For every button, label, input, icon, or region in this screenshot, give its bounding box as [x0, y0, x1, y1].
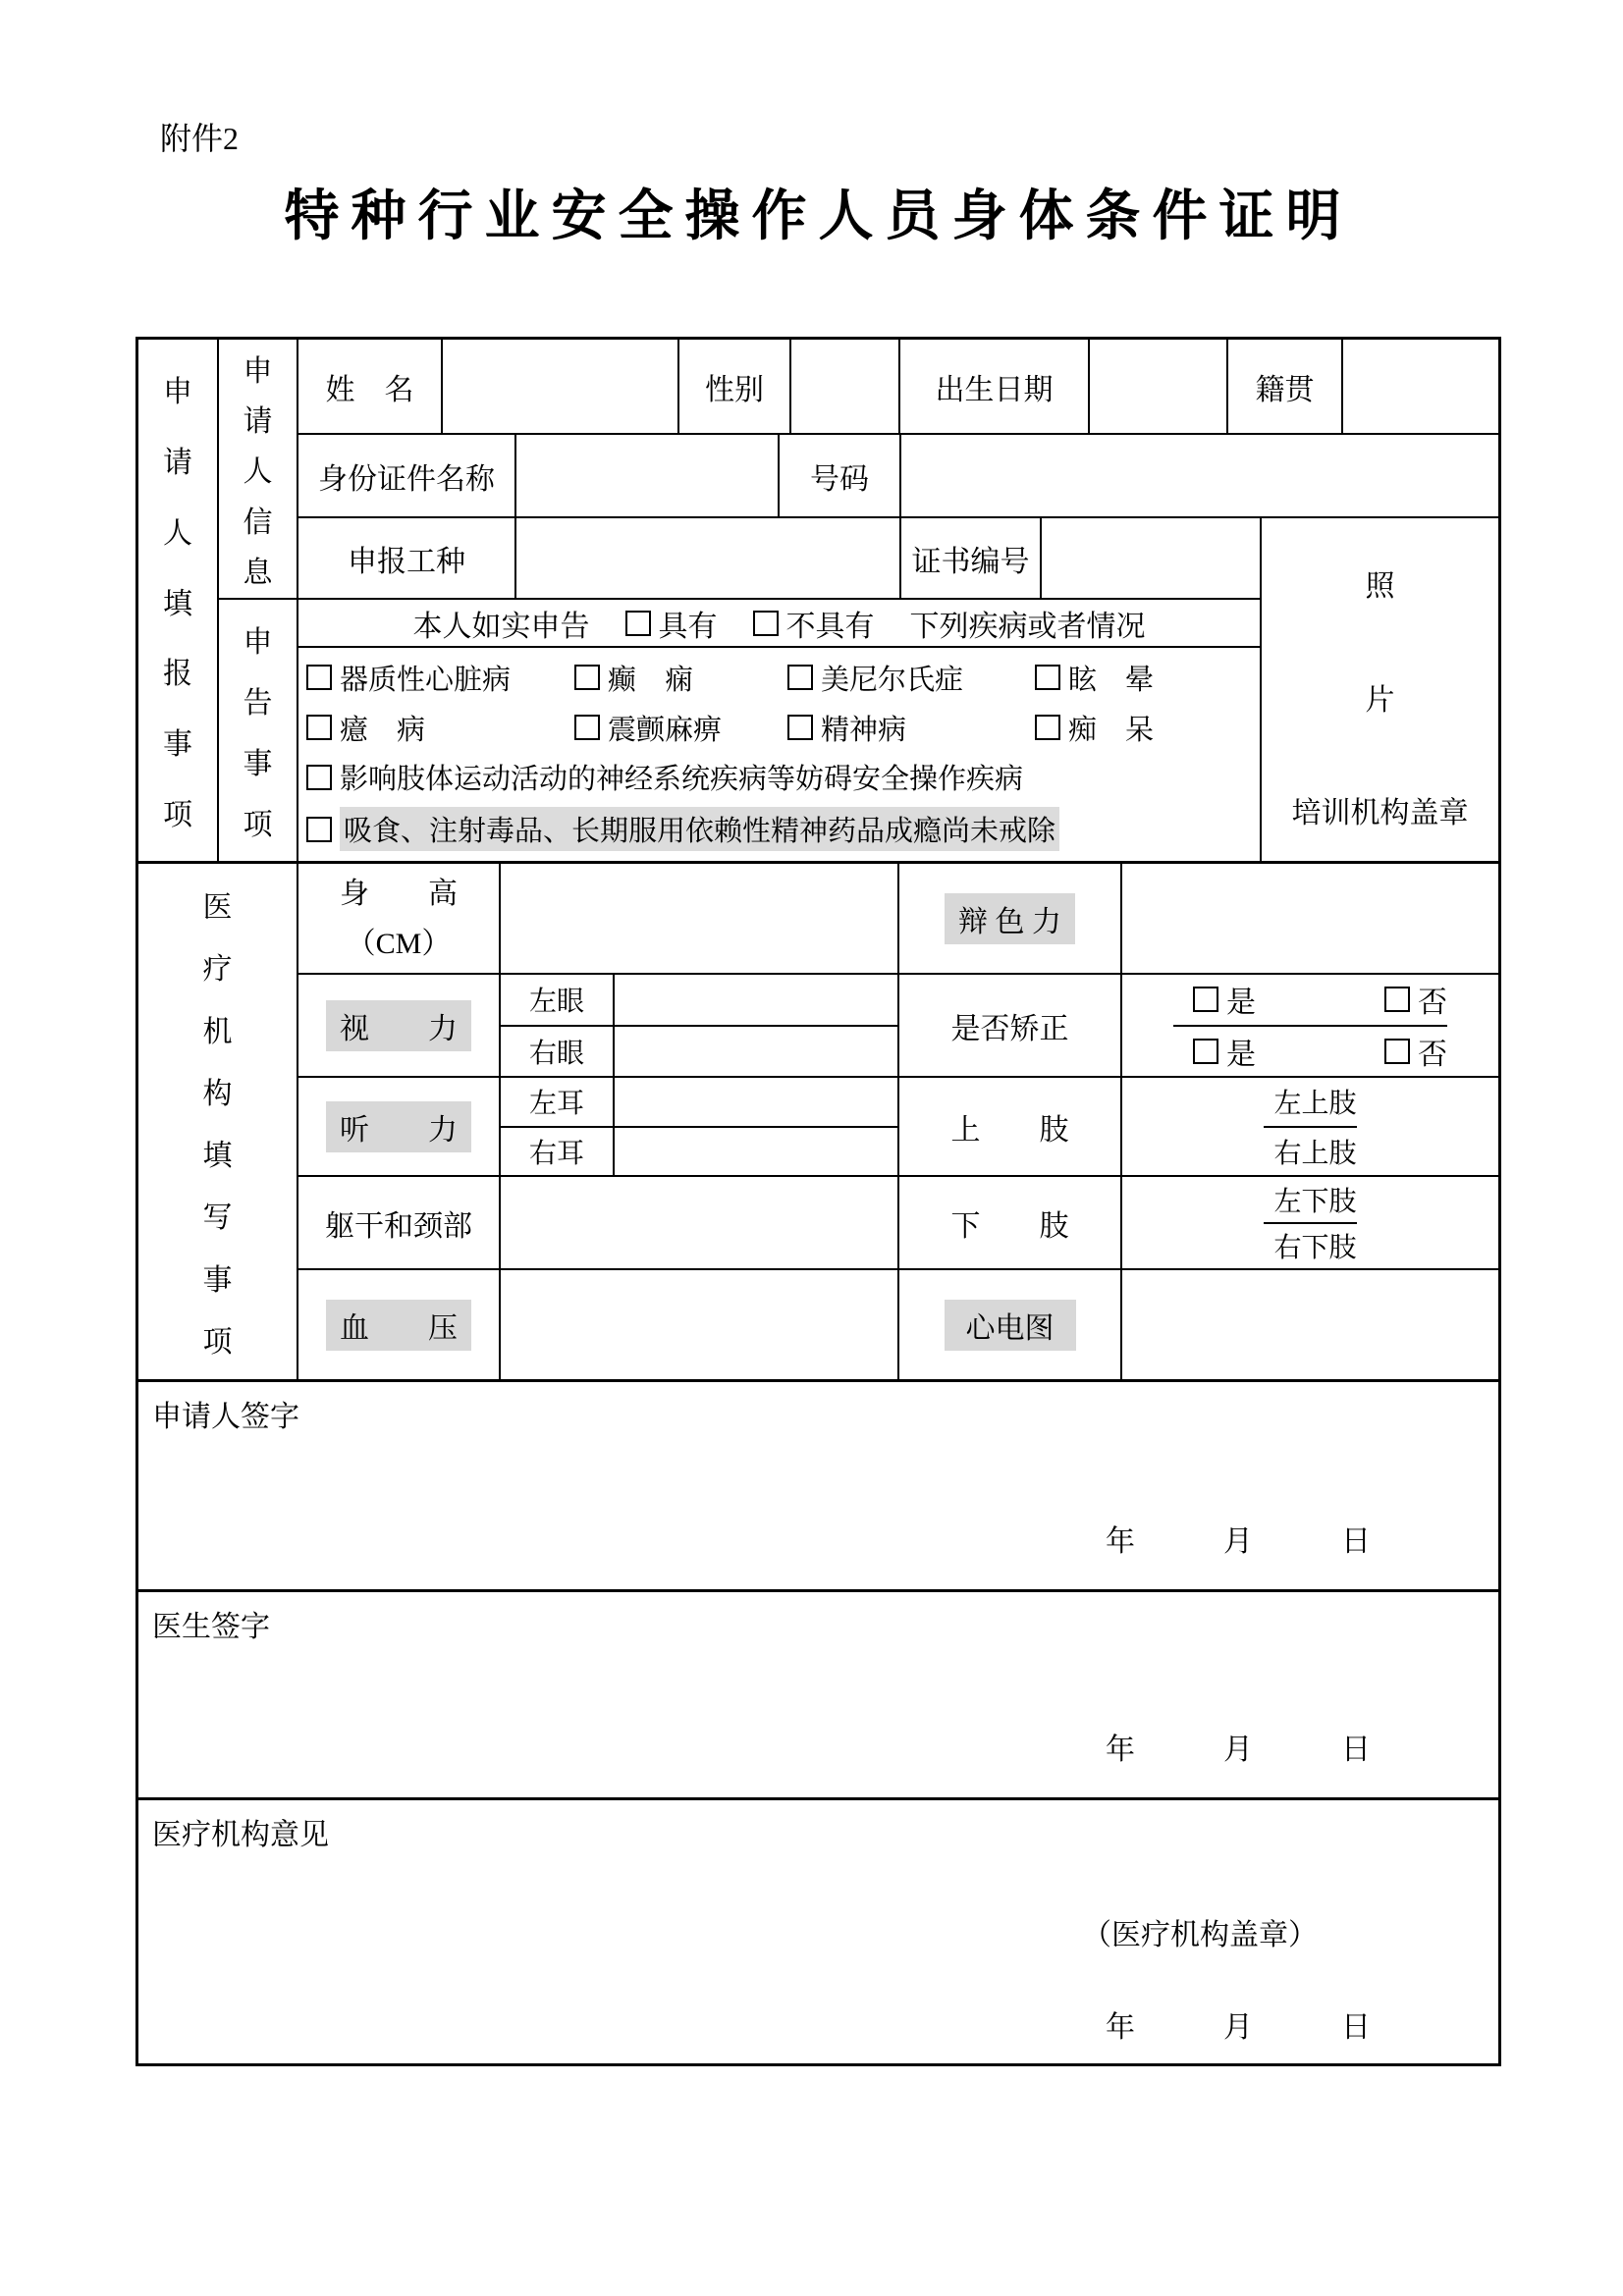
disease-item: 精神病	[787, 708, 1035, 748]
checkbox-dementia[interactable]	[1035, 715, 1060, 740]
correction-options	[1122, 975, 1498, 1076]
option-has: 具有	[625, 602, 718, 645]
checkbox-correction-yes-2[interactable]	[1193, 1039, 1218, 1064]
name-label: 姓 名	[298, 340, 443, 433]
left-ear-row	[501, 1078, 897, 1128]
checkbox-epilepsy[interactable]	[574, 665, 600, 690]
color-vision-label: 辩 色 力	[899, 864, 1122, 973]
correction-option-row-2	[1173, 1027, 1447, 1077]
right-ear-row	[501, 1128, 897, 1176]
doctor-signature-date: 年 月 日	[1106, 1734, 1371, 1766]
id-number-value-cell[interactable]	[901, 435, 1498, 516]
label-applicant-info: 申 请 人 信 息	[219, 340, 297, 600]
option-no: 否	[1384, 1030, 1447, 1073]
blood-pressure-value-cell[interactable]	[501, 1270, 899, 1379]
disease-line-3	[306, 757, 1260, 797]
right-ear-value-cell[interactable]	[615, 1128, 897, 1176]
checkbox-correction-no-2[interactable]	[1384, 1039, 1410, 1064]
institution-opinion-date: 年 月 日	[1106, 2011, 1371, 2044]
section-medical	[138, 864, 1498, 1382]
checkbox-drug-addiction[interactable]	[306, 817, 332, 842]
institution-opinion-label: 医疗机构意见	[152, 1819, 329, 1851]
row-trunk-lowerlimb	[298, 1177, 1498, 1270]
option-yes: 是	[1193, 978, 1384, 1021]
row-vision-correction	[298, 975, 1498, 1078]
declaration-suffix: 下列疾病或者情况	[909, 610, 1146, 643]
disease-item: 震颤麻痹	[574, 708, 787, 748]
trunk-neck-label: 躯干和颈部	[298, 1177, 501, 1268]
checkbox-parkinsonism[interactable]	[574, 715, 600, 740]
ecg-value-cell[interactable]	[1122, 1270, 1498, 1379]
section-applicant	[138, 340, 1498, 864]
left-eye-value-cell[interactable]	[615, 975, 897, 1025]
applicant-signature-date: 年 月 日	[1106, 1525, 1371, 1558]
right-eye-label: 右眼	[501, 1027, 615, 1077]
side-label-applicant-items: 申 请 人 填 报 事 项	[138, 340, 219, 861]
left-lower-limb-cell[interactable]: 左下肢	[1264, 1177, 1356, 1224]
worktype-declaration-left	[298, 518, 1260, 861]
gender-value-cell[interactable]	[791, 340, 900, 433]
vision-subgrid	[501, 975, 899, 1076]
right-eye-value-cell[interactable]	[615, 1027, 897, 1077]
birth-date-value-cell[interactable]	[1090, 340, 1228, 433]
section-doctor-signature[interactable]	[138, 1592, 1498, 1800]
hearing-subgrid	[501, 1078, 899, 1175]
applicant-signature-label: 申请人签字	[152, 1401, 299, 1433]
left-eye-label: 左眼	[501, 975, 615, 1025]
institution-seal-note: （医疗机构盖章）	[1082, 1919, 1318, 1951]
ecg-label: 心电图	[899, 1270, 1122, 1379]
checkbox-correction-yes-1[interactable]	[1193, 987, 1218, 1012]
medical-content	[298, 864, 1498, 1379]
disease-item: 美尼尔氏症	[787, 658, 1035, 698]
attachment-label: 附件2	[160, 121, 240, 156]
checkbox-correction-no-1[interactable]	[1384, 987, 1410, 1012]
disease-item: 癫 痫	[574, 658, 787, 698]
photo-label-mid: 片	[1365, 683, 1395, 717]
checkbox-has[interactable]	[625, 611, 651, 636]
color-vision-value-cell[interactable]	[1122, 864, 1498, 973]
right-upper-limb-cell[interactable]: 右上肢	[1273, 1138, 1357, 1169]
section-institution-opinion[interactable]	[138, 1800, 1498, 2063]
declaration-body	[298, 648, 1260, 861]
left-ear-label: 左耳	[501, 1078, 615, 1126]
checkbox-meniere[interactable]	[787, 665, 813, 690]
left-eye-row	[501, 975, 897, 1027]
upper-limb-subgrid	[1122, 1078, 1498, 1175]
correction-option-row-1	[1173, 975, 1447, 1027]
row-hearing-upperlimb	[298, 1078, 1498, 1177]
disease-item: 吸食、注射毒品、长期服用依赖性精神药品成瘾尚未戒除	[306, 807, 1059, 851]
disease-item: 眩 晕	[1035, 658, 1154, 698]
birth-date-label: 出生日期	[900, 340, 1090, 433]
disease-item: 器质性心脏病	[306, 658, 574, 698]
row-bloodpressure-ecg	[298, 1270, 1498, 1379]
gender-label: 性别	[679, 340, 791, 433]
section-applicant-signature[interactable]	[138, 1382, 1498, 1592]
upper-limb-label: 上 肢	[899, 1078, 1122, 1175]
declaration-prefix: 本人如实申告	[412, 610, 590, 643]
disease-item: 影响肢体运动活动的神经系统疾病等妨碍安全操作疾病	[306, 757, 1023, 797]
label-declaration-items: 申 告 事 项	[243, 626, 273, 841]
native-place-label: 籍贯	[1228, 340, 1343, 433]
photo-cell	[1260, 518, 1498, 861]
right-eye-row	[501, 1027, 897, 1077]
training-org-seal-label: 培训机构盖章	[1291, 797, 1469, 829]
work-type-label: 申报工种	[298, 518, 516, 598]
cert-number-label: 证书编号	[901, 518, 1042, 598]
height-value-cell[interactable]	[501, 864, 899, 973]
work-type-value-cell[interactable]	[516, 518, 901, 598]
checkbox-nervous-system-disease[interactable]	[306, 765, 332, 790]
disease-line-2	[306, 708, 1260, 748]
side-label-medical-items: 医 疗 机 构 填 写 事 项	[138, 864, 298, 1379]
row-work-type	[298, 518, 1260, 600]
blood-pressure-label: 血 压	[298, 1270, 501, 1379]
vision-label: 视 力	[298, 975, 501, 1076]
right-lower-limb-cell[interactable]: 右下肢	[1273, 1233, 1357, 1264]
option-has-not: 不具有	[753, 602, 875, 645]
right-ear-label: 右耳	[501, 1128, 615, 1176]
form-table	[135, 337, 1501, 2066]
row-height-colorvision	[298, 864, 1498, 975]
rowgroup-worktype-declaration	[298, 518, 1498, 861]
doctor-signature-label: 医生签字	[152, 1611, 270, 1643]
checkbox-vertigo[interactable]	[1035, 665, 1060, 690]
photo-label-top: 照	[1365, 570, 1395, 603]
applicant-content	[298, 340, 1498, 861]
disease-line-1	[306, 658, 1260, 698]
height-label: 身 高 （CM）	[298, 864, 501, 973]
checkbox-has-not[interactable]	[753, 611, 779, 636]
row-id-document	[298, 435, 1498, 518]
native-place-value-cell[interactable]	[1343, 340, 1498, 433]
disease-line-4	[306, 807, 1260, 851]
lower-limb-subgrid	[1122, 1177, 1498, 1268]
id-doc-value-cell[interactable]	[516, 435, 780, 516]
trunk-neck-value-cell[interactable]	[501, 1177, 899, 1268]
declaration-header	[298, 600, 1260, 648]
checkbox-heart-disease[interactable]	[306, 665, 332, 690]
checkbox-mental-illness[interactable]	[787, 715, 813, 740]
page-title: 特种行业安全操作人员身体条件证明	[284, 187, 1353, 247]
hearing-label: 听 力	[298, 1078, 501, 1175]
id-doc-label: 身份证件名称	[298, 435, 516, 516]
option-no: 否	[1384, 978, 1447, 1021]
left-upper-limb-cell[interactable]: 左上肢	[1264, 1078, 1356, 1128]
id-number-label: 号码	[780, 435, 901, 516]
sub-label-column	[219, 340, 298, 861]
left-ear-value-cell[interactable]	[615, 1078, 897, 1126]
disease-item: 痴 呆	[1035, 708, 1154, 748]
lower-limb-label: 下 肢	[899, 1177, 1122, 1268]
correction-label: 是否矫正	[899, 975, 1122, 1076]
checkbox-hysteria[interactable]	[306, 715, 332, 740]
name-value-cell[interactable]	[443, 340, 679, 433]
disease-item: 癔 病	[306, 708, 574, 748]
cert-number-value-cell[interactable]	[1042, 518, 1260, 598]
row-name-gender-birth	[298, 340, 1498, 435]
option-yes: 是	[1193, 1030, 1384, 1073]
